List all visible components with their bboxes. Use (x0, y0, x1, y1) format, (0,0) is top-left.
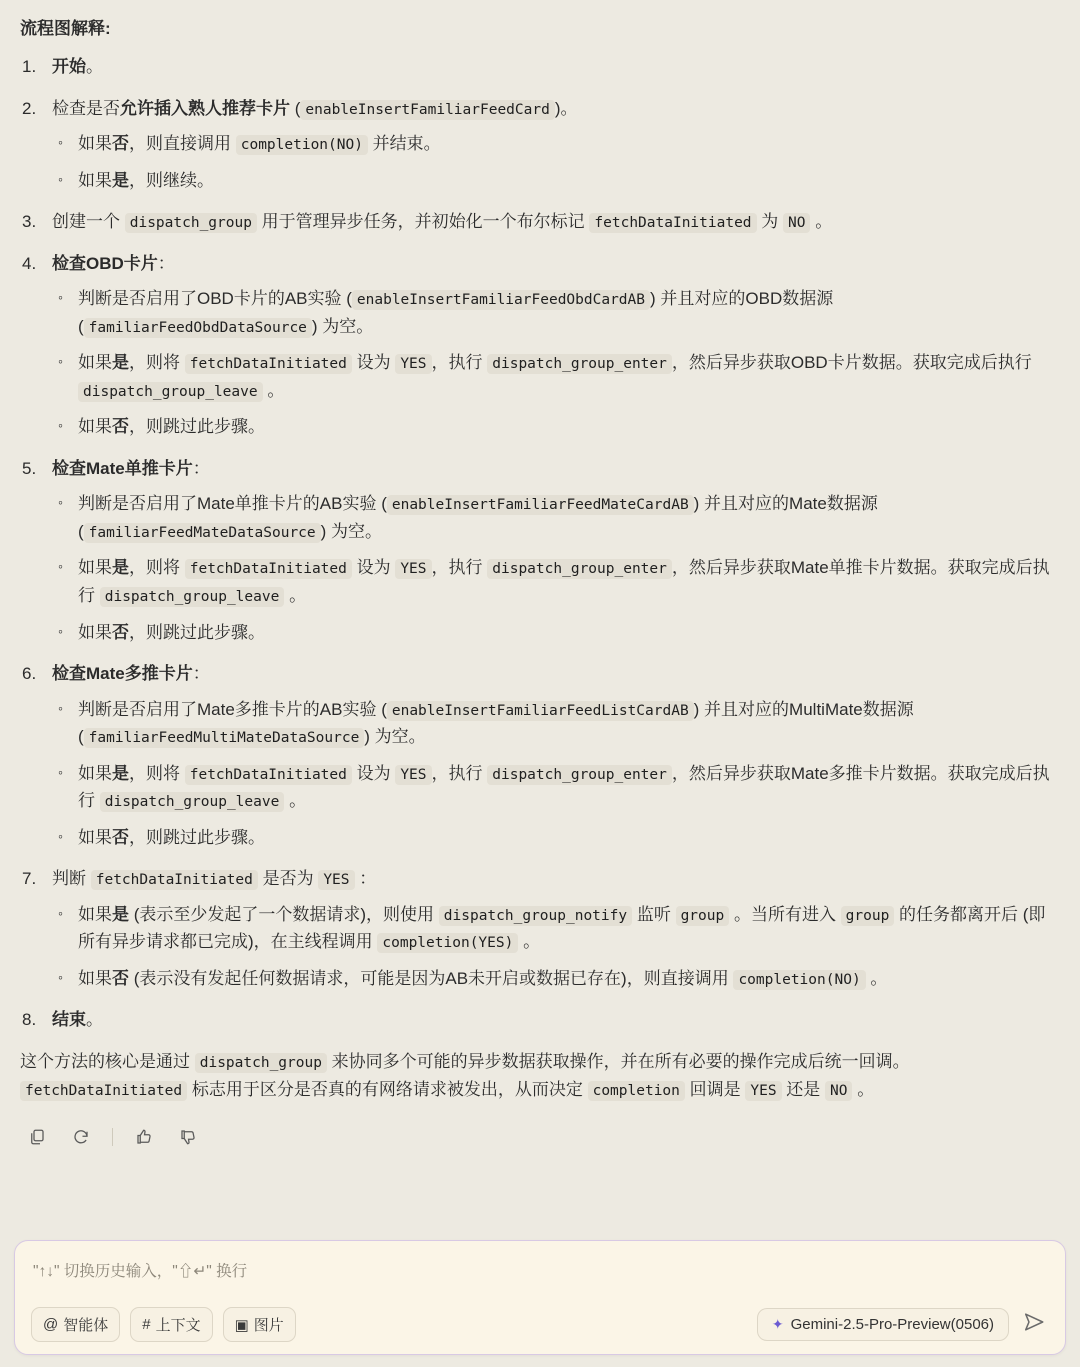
bullet-icon: ◦ (58, 134, 63, 151)
step-text: 创建一个 dispatch_group 用于管理异步任务，并初始化一个布尔标记 fetchDataInitiated 为 NO 。 (52, 212, 833, 232)
sub-text: 如果是，则将 fetchDataInitiated 设为 YES ，执行 dispatch_group_enter ，然后异步获取Mate多推卡片数据。获取完成后执行 dispatch_group_leave 。 (78, 763, 1050, 811)
bullet-icon: ◦ (58, 968, 63, 985)
sub-list (52, 285, 1062, 441)
bullet-icon: ◦ (58, 622, 63, 639)
step-number: 6. (22, 664, 37, 684)
sub-item (52, 130, 1062, 158)
sub-text: 如果是 (表示至少发起了一个数据请求)，则使用 dispatch_group_notify 监听 group 。当所有进入 group 的任务都离开后 (即所有异步请求都已完成)，在主线程调用 completion(YES) 。 (78, 904, 1046, 952)
sub-text: 如果否，则跳过此步骤。 (78, 622, 265, 642)
model-selector[interactable] (757, 1308, 1009, 1341)
model-name: Gemini-2.5-Pro-Preview(0506) (790, 1316, 994, 1333)
sub-item (52, 490, 1062, 545)
send-icon[interactable] (1023, 1311, 1049, 1339)
at-icon: @ (43, 1316, 59, 1333)
image-chip[interactable] (223, 1307, 296, 1342)
bullet-icon: ◦ (58, 417, 63, 434)
step-item (18, 208, 1062, 236)
sub-item (52, 619, 1062, 647)
sparkle-icon: ✦ (771, 1316, 784, 1332)
bullet-icon: ◦ (58, 699, 63, 716)
sub-text: 判断是否启用了OBD卡片的AB实验 ( enableInsertFamiliarFeedObdCardAB ) 并且对应的OBD数据源 ( familiarFeedObdDataSource ) 为空。 (78, 289, 834, 336)
message-toolbar (20, 1121, 1062, 1161)
page-title: 流程图解释: (20, 19, 111, 38)
sub-item (52, 901, 1062, 956)
bullet-icon: ◦ (58, 170, 63, 187)
step-text: 检查Mate单推卡片： (52, 458, 210, 478)
agent-chip-label: 智能体 (63, 1317, 109, 1334)
summary-paragraph: 这个方法的核心是通过 dispatch_group 来协同多个可能的异步数据获取操作，并在所有必要的操作完成后统一回调。fetchDataInitiated 标志用于区分是否真的有网络请求被发出，从而决定 completion 回调是 YES 还是 NO 。 (20, 1051, 910, 1100)
step-item (18, 865, 1062, 992)
step-text: 检查OBD卡片： (52, 253, 175, 273)
image-icon: ▣ (234, 1316, 249, 1334)
bullet-icon: ◦ (58, 353, 63, 370)
step-text: 开始。 (52, 57, 103, 76)
sub-list (52, 901, 1062, 993)
bullet-icon: ◦ (58, 904, 63, 921)
composer-toolbar (31, 1307, 1049, 1342)
step-number: 3. (22, 212, 37, 232)
step-number: 7. (22, 869, 37, 889)
sub-text: 如果否，则跳过此步骤。 (78, 827, 265, 847)
bullet-icon: ◦ (58, 827, 63, 844)
sub-item (52, 167, 1062, 195)
sub-text: 如果否，则跳过此步骤。 (78, 417, 265, 437)
context-chip[interactable] (130, 1307, 212, 1342)
toolbar-divider (112, 1128, 113, 1146)
refresh-icon[interactable] (64, 1121, 98, 1153)
step-number: 8. (22, 1010, 37, 1030)
context-chip-label: 上下文 (155, 1317, 201, 1334)
bullet-icon: ◦ (58, 289, 63, 306)
step-item (18, 250, 1062, 441)
step-item (18, 455, 1062, 646)
hash-icon: # (142, 1316, 151, 1333)
step-text: 结束。 (52, 1010, 103, 1030)
sub-item (52, 349, 1062, 404)
bullet-icon: ◦ (58, 558, 63, 575)
sub-item (52, 554, 1062, 609)
sub-item (52, 285, 1062, 340)
sub-text: 如果是，则将 fetchDataInitiated 设为 YES ，执行 dispatch_group_enter ，然后异步获取OBD卡片数据。获取完成后执行 dispatch_group_leave 。 (78, 353, 1032, 400)
sub-item (52, 413, 1062, 441)
sub-list (52, 696, 1062, 852)
step-number: 2. (22, 98, 37, 118)
sub-text: 如果否 (表示没有发起任何数据请求，可能是因为AB未开启或数据已存在)，则直接调用 completion(NO) 。 (78, 968, 888, 988)
sub-text: 如果否，则直接调用 completion(NO) 并结束。 (78, 134, 441, 154)
sub-text: 判断是否启用了Mate单推卡片的AB实验 ( enableInsertFamiliarFeedMateCardAB ) 并且对应的Mate数据源 ( familiarFeedMateDataSource ) 为空。 (78, 494, 878, 541)
step-item (18, 95, 1062, 195)
bullet-icon: ◦ (58, 494, 63, 511)
sub-item (52, 965, 1062, 993)
image-chip-label: 图片 (253, 1317, 284, 1334)
copy-icon[interactable] (20, 1121, 54, 1153)
sub-text: 如果是，则继续。 (78, 170, 214, 190)
bullet-icon: ◦ (58, 763, 63, 780)
sub-text: 如果是，则将 fetchDataInitiated 设为 YES ，执行 dispatch_group_enter ，然后异步获取Mate单推卡片数据。获取完成后执行 dispatch_group_leave 。 (78, 558, 1050, 605)
sub-item (52, 696, 1062, 751)
step-number: 4. (22, 253, 37, 273)
step-text: 检查Mate多推卡片： (52, 664, 210, 684)
composer-actions (757, 1308, 1049, 1341)
step-number: 1. (22, 57, 37, 76)
sub-item (52, 824, 1062, 852)
composer[interactable] (14, 1240, 1066, 1355)
composer-chips (31, 1307, 296, 1342)
thumbs-up-icon[interactable] (127, 1121, 161, 1153)
sub-list (52, 130, 1062, 194)
chat-input[interactable]: "↑↓" 切换历史输入，"⇧↵" 换行 (33, 1263, 248, 1280)
steps-list (18, 53, 1062, 1034)
step-number: 5. (22, 458, 37, 478)
sub-item (52, 760, 1062, 815)
sub-text: 判断是否启用了Mate多推卡片的AB实验 ( enableInsertFamiliarFeedListCardAB ) 并且对应的MultiMate数据源 ( familiarFeedMultiMateDataSource ) 为空。 (78, 699, 914, 747)
step-item (18, 660, 1062, 851)
step-item (18, 1006, 1062, 1034)
agent-chip[interactable] (31, 1307, 120, 1342)
step-text: 检查是否允许插入熟人推荐卡片 ( enableInsertFamiliarFeedCard )。 (52, 98, 578, 118)
step-item (18, 53, 1062, 81)
step-text: 判断 fetchDataInitiated 是否为 YES ： (52, 869, 377, 889)
sub-list (52, 490, 1062, 646)
thumbs-down-icon[interactable] (171, 1121, 205, 1153)
